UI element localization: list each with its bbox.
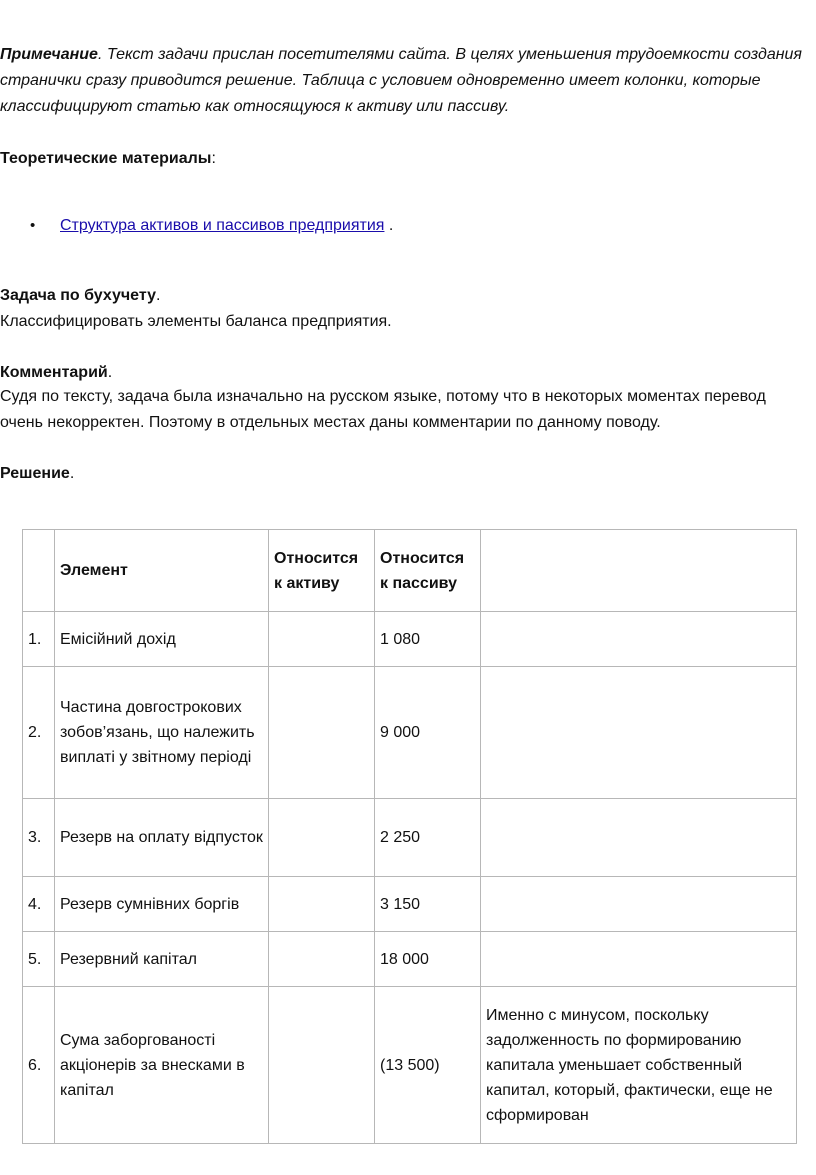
row-number: 3. <box>23 799 55 877</box>
note-text: . Текст задачи прислан посетителями сайта. В целях уменьшения трудоемкости создания странички сразу приводится решение. Таблица с условием одновременно имеет колонки, которые классифицируют статью как относящуюся к активу или пассиву. <box>0 46 802 115</box>
comment-heading <box>0 360 810 386</box>
theory-colon: : <box>211 150 216 167</box>
header-element: Элемент <box>55 530 269 612</box>
header-comment <box>481 530 797 612</box>
table-row <box>23 932 797 987</box>
row-asset <box>269 799 375 877</box>
row-element: Резервний капітал <box>55 932 269 987</box>
row-liability: 18 000 <box>375 932 481 987</box>
bullet-icon: • <box>30 217 36 234</box>
row-comment <box>481 932 797 987</box>
comment-text: Судя по тексту, задача была изначально на русском языке, потому что в некоторых моментах перевод очень некорректен. Поэтому в отдельных местах даны комментарии по данному поводу. <box>0 388 766 431</box>
theory-link-suffix: . <box>384 217 394 234</box>
theory-list-item <box>30 213 790 239</box>
table-row <box>23 987 797 1144</box>
row-number: 5. <box>23 932 55 987</box>
header-asset: Относится к активу <box>269 530 375 612</box>
task-title: Задача по бухучету <box>0 287 156 304</box>
row-element: Емісійний дохід <box>55 612 269 667</box>
solution-title: Решение <box>0 465 70 482</box>
row-asset <box>269 667 375 799</box>
row-comment <box>481 877 797 932</box>
row-number: 6. <box>23 987 55 1144</box>
row-comment <box>481 799 797 877</box>
balance-table <box>22 529 797 1144</box>
row-asset <box>269 877 375 932</box>
row-comment <box>481 667 797 799</box>
note-paragraph <box>0 42 810 120</box>
header-liability: Относится к пассиву <box>375 530 481 612</box>
row-asset <box>269 932 375 987</box>
row-comment <box>481 612 797 667</box>
row-number: 2. <box>23 667 55 799</box>
table-row <box>23 667 797 799</box>
table-row <box>23 799 797 877</box>
note-lead: Примечание <box>0 46 98 63</box>
table-header-row <box>23 530 797 612</box>
theory-heading <box>0 146 810 172</box>
task-text: Классифицировать элементы баланса предприятия. <box>0 313 392 330</box>
row-element: Резерв сумнівних боргів <box>55 877 269 932</box>
row-liability: 9 000 <box>375 667 481 799</box>
header-num <box>23 530 55 612</box>
row-element: Сума заборгованості акціонерів за внесками в капітал <box>55 987 269 1144</box>
table-row <box>23 877 797 932</box>
solution-title-suffix: . <box>69 465 75 482</box>
row-element: Частина довгострокових зобов’язань, що належить виплаті у звітному періоді <box>55 667 269 799</box>
row-liability: 2 250 <box>375 799 481 877</box>
row-asset <box>269 612 375 667</box>
row-element: Резерв на оплату відпусток <box>55 799 269 877</box>
comment-title: Комментарий <box>0 364 108 381</box>
solution-heading <box>0 461 810 487</box>
row-liability: (13 500) <box>375 987 481 1144</box>
comment-title-suffix: . <box>107 364 113 381</box>
task-title-suffix: . <box>155 287 161 304</box>
row-comment: Именно с минусом, поскольку задолженность по формированию капитала уменьшает собственный капитал, который, фактически, еще не сформирован <box>481 987 797 1144</box>
row-liability: 1 080 <box>375 612 481 667</box>
table-row <box>23 612 797 667</box>
row-number: 1. <box>23 612 55 667</box>
row-liability: 3 150 <box>375 877 481 932</box>
row-asset <box>269 987 375 1144</box>
theory-link[interactable]: Структура активов и пассивов предприятия <box>60 217 385 234</box>
task-heading <box>0 283 810 309</box>
row-number: 4. <box>23 877 55 932</box>
theory-title: Теоретические материалы <box>0 150 212 167</box>
